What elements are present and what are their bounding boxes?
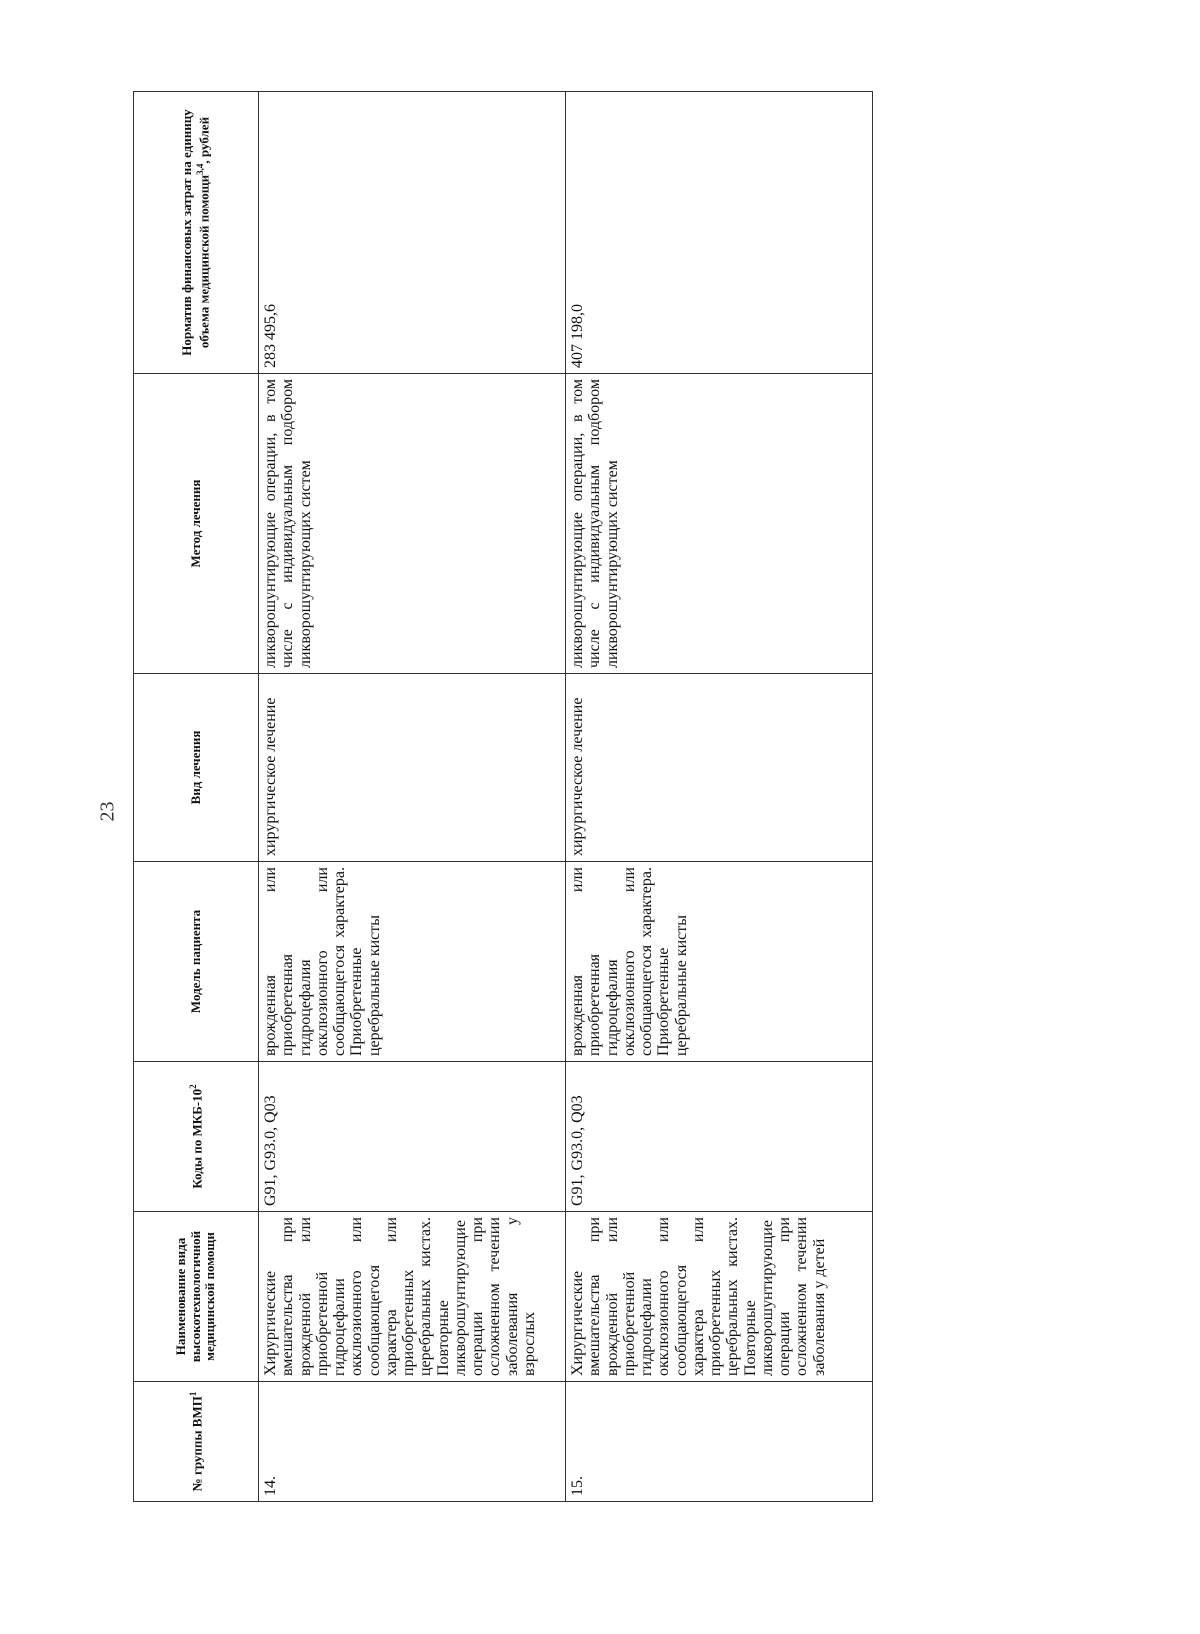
cell-patient-model: врожденная или приобретенная гидроцефалия окклюзионного или сообщающегося характера. Приобретенные церебральные кисты [259,862,566,1062]
cell-care-name: Хирургические вмешательства при врожденной или приобретенной гидроцефалии окклюзионного или сообщающегося характера или приобретенных церебральных кистах. Повторные ликворошунтирующие операции при осложненном течении заболевания у детей [566,1212,873,1382]
header-care-name: Наименование вида высокотехнологичной медицинской помощи [134,1212,259,1382]
header-cost-norm: Норматив финансовых затрат на единицу объема медицинской помощи$^{3,4}$, рублей [134,92,259,374]
vmp-table-container [133,92,863,1502]
vmp-table [133,91,873,1502]
table-row [259,92,566,1502]
cell-icd-codes: G91, G93.0, Q03 [259,1062,566,1212]
cell-treatment-method: ликворошунтирующие операции, в том числе с индивидуальным подбором ликворошунтирующих систем [566,374,873,674]
cell-treatment-method: ликворошунтирующие операции, в том числе с индивидуальным подбором ликворошунтирующих систем [259,374,566,674]
header-patient-model: Модель пациента [134,862,259,1062]
table-row [566,92,873,1502]
cell-treatment-type: хирургическое лечение [566,674,873,862]
cell-icd-codes: G91, G93.0, Q03 [566,1062,873,1212]
cell-group-number: 14. [259,1382,566,1502]
header-treatment-method: Метод лечения [134,374,259,674]
cell-treatment-type: хирургическое лечение [259,674,566,862]
header-icd-codes: Коды по МКБ-$10^2$ [134,1062,259,1212]
cell-cost-norm: 407 198,0 [566,92,873,374]
cell-patient-model: врожденная или приобретенная гидроцефалия окклюзионного или сообщающегося характера. Приобретенные церебральные кисты [566,862,873,1062]
table-header-row [134,92,259,1502]
cell-cost-norm: 283 495,6 [259,92,566,374]
cell-care-name: Хирургические вмешательства при врожденной или приобретенной гидроцефалии окклюзионного или сообщающегося характера или приобретенных церебральных кистах. Повторные ликворошунтирующие операции при осложненном течении заболевания у взрослых [259,1212,566,1382]
header-treatment-type: Вид лечения [134,674,259,862]
header-group-number: № группы ВМП$^1$ [134,1382,259,1502]
page-number: 23 [96,801,119,822]
cell-group-number: 15. [566,1382,873,1502]
